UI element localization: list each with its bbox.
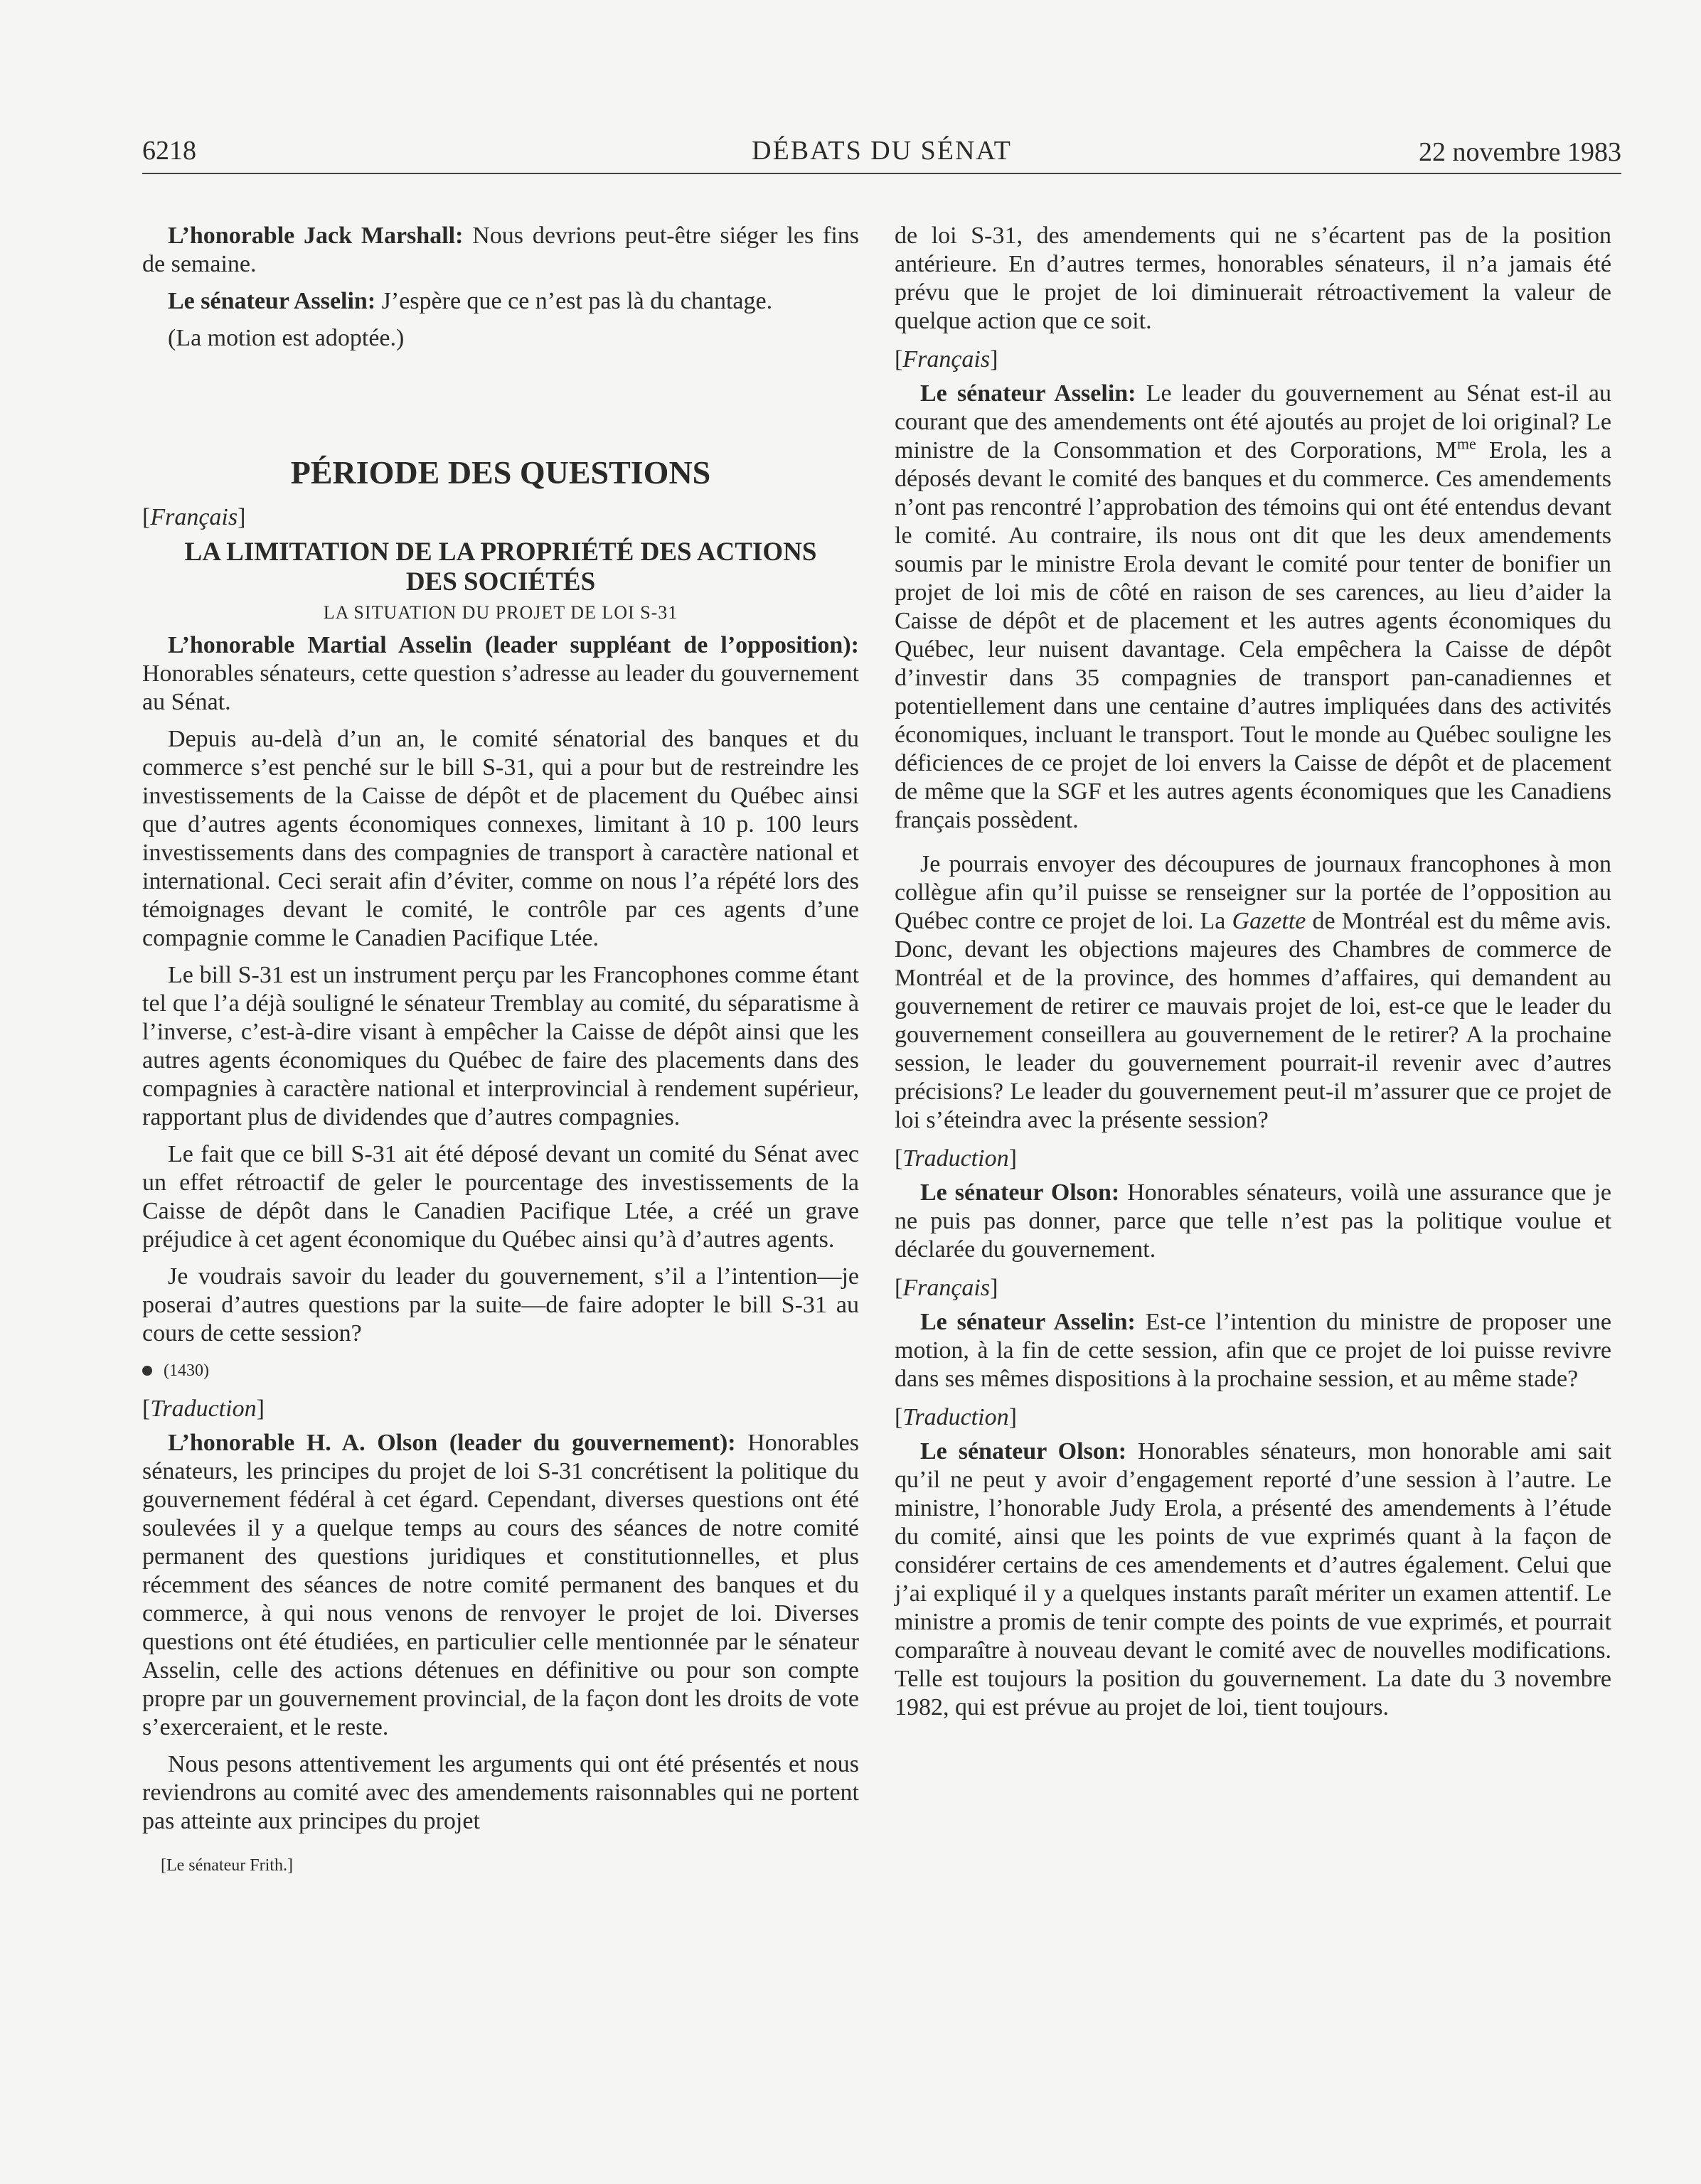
language-tag: [Traduction]: [895, 1145, 1017, 1172]
paragraph: L’honorable Martial Asselin (leader suppléant de l’opposition): Honorables sénateurs, cette question s’adresse au leader du gouvernement au Sénat.: [142, 632, 859, 715]
publication-date: 22 novembre 1983: [1419, 137, 1621, 167]
header-rule: [142, 173, 1621, 174]
paragraph: de loi S-31, des amendements qui ne s’écartent pas de la position antérieure. En d’autres termes, honorables sénateurs, il n’a jamais été prévu que le projet de loi diminuerait rétroactivement la valeur de quelque action que ce soit.: [895, 223, 1611, 334]
paragraph: Nous pesons attentivement les arguments qui ont été présentés et nous reviendrons au comité avec des amendements raisonnables qui ne portent pas atteinte aux principes du projet: [142, 1751, 859, 1834]
paragraph: L’honorable H. A. Olson (leader du gouvernement): Honorables sénateurs, les principes du projet de loi S-31 concrétisent la politique du gouvernement fédéral à cet égard. Cependant, diverses questions ont été soulevées il y a quelque temps au cours des séances de notre comité permanent des questions juridiques et constitutionnelles, et plus récemment des séances de notre comité permanent des banques et du commerce, à qui nous venons de renvoyer le projet de loi. Diverses questions ont été étudiées, en particulier celle mentionnée par le sénateur Asselin, celle des actions détenues en définitive ou pour son compte propre par un gouvernement provincial, de la façon dont les droits de vote s’exerceraient, et le reste.: [142, 1430, 859, 1740]
paragraph: Le sénateur Asselin: Est-ce l’intention du ministre de proposer une motion, à la fin de cette session, afin que ce projet de loi puisse revivre dans ses mêmes dispositions à la prochaine session, et au même stade?: [895, 1309, 1611, 1392]
section-title: PÉRIODE DES QUESTIONS: [290, 454, 711, 491]
speaker-name: L’honorable Martial Asselin (leader suppléant de l’opposition):: [168, 632, 859, 658]
language-tag: [Traduction]: [895, 1404, 1017, 1430]
speaker-name: L’honorable Jack Marshall:: [168, 223, 464, 249]
language-tag: [Français]: [142, 504, 246, 530]
paragraph: Le fait que ce bill S-31 ait été déposé devant un comité du Sénat avec un effet rétroactif de geler le pourcentage des investissements de la Caisse de dépôt dans le Canadien Pacifique Ltée, a créé un grave préjudice à cet agent économique du Québec ainsi qu’à d’autres agents.: [142, 1141, 859, 1253]
subtopic-heading: LA SITUATION DU PROJET DE LOI S-31: [323, 602, 678, 623]
speaker-name: Le sénateur Asselin:: [920, 380, 1136, 407]
language-tag: [Français]: [895, 346, 998, 373]
right-column: [895, 222, 1611, 1730]
topic-heading: LA LIMITATION DE LA PROPRIÉTÉ DES ACTIONS DES SOCIÉTÉS: [184, 537, 817, 596]
speaker-name: L’honorable H. A. Olson (leader du gouvernement):: [168, 1430, 736, 1456]
language-tag: [Français]: [895, 1275, 998, 1301]
publication-title: DÉBATS DU SÉNAT: [752, 136, 1012, 166]
speaker-name: Le sénateur Olson:: [920, 1438, 1127, 1465]
paragraph: Le bill S-31 est un instrument perçu par les Francophones comme étant tel que l’a déjà souligné le sénateur Tremblay au comité, du séparatisme à l’inverse, c’est-à-dire visant à empêcher la Caisse de dépôt ainsi que les autres agents économiques du Québec de faire des placements dans des compagnies à caractère national et interprovincial à rendement supérieur, rapportant plus de dividendes que d’autres compagnies.: [142, 962, 859, 1130]
paragraph: L’honorable Jack Marshall: Nous devrions peut-être siéger les fins de semaine.: [142, 223, 859, 277]
paragraph: Depuis au-delà d’un an, le comité sénatorial des banques et du commerce s’est penché sur le bill S-31, qui a pour but de restreindre les investissements de la Caisse de dépôt et de placement du Québec ainsi que d’autres agents économiques connexes, limitant à 10 p. 100 leurs investissements dans des compagnies de transport à caractère national et international. Ceci serait afin d’éviter, comme on nous l’a répété lors des témoignages devant le comité, le contrôle par ces agents d’une compagnie comme le Canadien Pacifique Ltée.: [142, 726, 859, 951]
speaker-name: Le sénateur Olson:: [920, 1179, 1120, 1206]
speaker-name: Le sénateur Asselin:: [920, 1309, 1136, 1335]
language-tag: [Traduction]: [142, 1396, 265, 1422]
paragraph: Le sénateur Olson: Honorables sénateurs, mon honorable ami sait qu’il ne peut y avoir d’engagement reporté d’une session à l’autre. Le ministre, l’honorable Judy Erola, a présenté des amendements à l’étude du comité, ainsi que les points de vue exprimés quant à la façon de considérer certains de ces amendements et d’autres également. Celui que j’ai expliqué il y a quelques instants paraît mériter un examen attentif. Le ministre a promis de tenir compte des points de vue exprimés, et pourrait comparaître à nouveau devant le comité avec de nouvelles modifications. Telle est toujours la position du gouvernement. La date du 3 novembre 1982, qui est prévue au projet de loi, tient toujours.: [895, 1438, 1611, 1720]
paragraph: Le sénateur Asselin: Le leader du gouvernement au Sénat est-il au courant que des amendements ont été ajoutés au projet de loi original? Le ministre de la Consommation et des Corporations, $M^{me}$ Erola, les a déposés devant le comité des banques et du commerce. Ces amendements n’ont pas rencontré l’approbation des témoins qui ont été entendus devant le comité. Au contraire, ils nous ont dit que les deux amendements soumis par le ministre Erola devant le comité pour tenter de bonifier un projet de loi mis de côté en raison de ses carences, au lieu d’aider la Caisse de dépôt et de placement et les autres agents économiques du Québec, leur nuisent davantage. Cela empêchera la Caisse de dépôt d’investir dans 35 compagnies de transport pan-canadiennes et potentiellement dans une centaine d’autres impliquées dans des activités économiques, incluant le transport. Tout le monde au Québec souligne les déficiences de ce projet de loi envers la Caisse de dépôt et de placement de même que la SGF et les autres agents économiques que les Canadiens français possèdent.: [895, 380, 1612, 833]
page-header: [142, 135, 1621, 172]
time-marker: (1430): [142, 1356, 859, 1385]
paragraph: (La motion est adoptée.): [168, 325, 405, 351]
speaker-name: Le sénateur Asselin:: [168, 288, 376, 314]
page-number: 6218: [142, 136, 196, 166]
paragraph: Je pourrais envoyer des découpures de journaux francophones à mon collègue afin qu’il puisse se renseigner sur la portée de l’opposition au Québec contre ce projet de loi. La Gazette de Montréal est du même avis. Donc, devant les objections majeures des Chambres de commerce de Montréal et de la province, des hommes d’affaires, qui demandent au gouvernement de retirer ce mauvais projet de loi, est-ce que le leader du gouvernement conseillera au gouvernement de le retirer? A la prochaine session, le leader du gouvernement pourrait-il revenir avec d’autres précisions? Le leader du gouvernement peut-il m’assurer que ce projet de loi s’éteindra avec la présente session?: [895, 851, 1611, 1133]
paragraph: Le sénateur Olson: Honorables sénateurs, voilà une assurance que je ne puis pas donner, parce que telle n’est pas la politique voulue et déclarée du gouvernement.: [895, 1179, 1612, 1263]
left-column: [142, 222, 859, 1880]
bullet-icon: [142, 1366, 152, 1376]
paragraph: Je voudrais savoir du leader du gouvernement, s’il a l’intention—je poserai d’autres questions par la suite—de faire adopter le bill S-31 au cours de cette session?: [142, 1263, 859, 1347]
paragraph: Le sénateur Asselin: J’espère que ce n’est pas là du chantage.: [168, 288, 773, 314]
footer-note: [Le sénateur Frith.]: [161, 1856, 293, 1875]
